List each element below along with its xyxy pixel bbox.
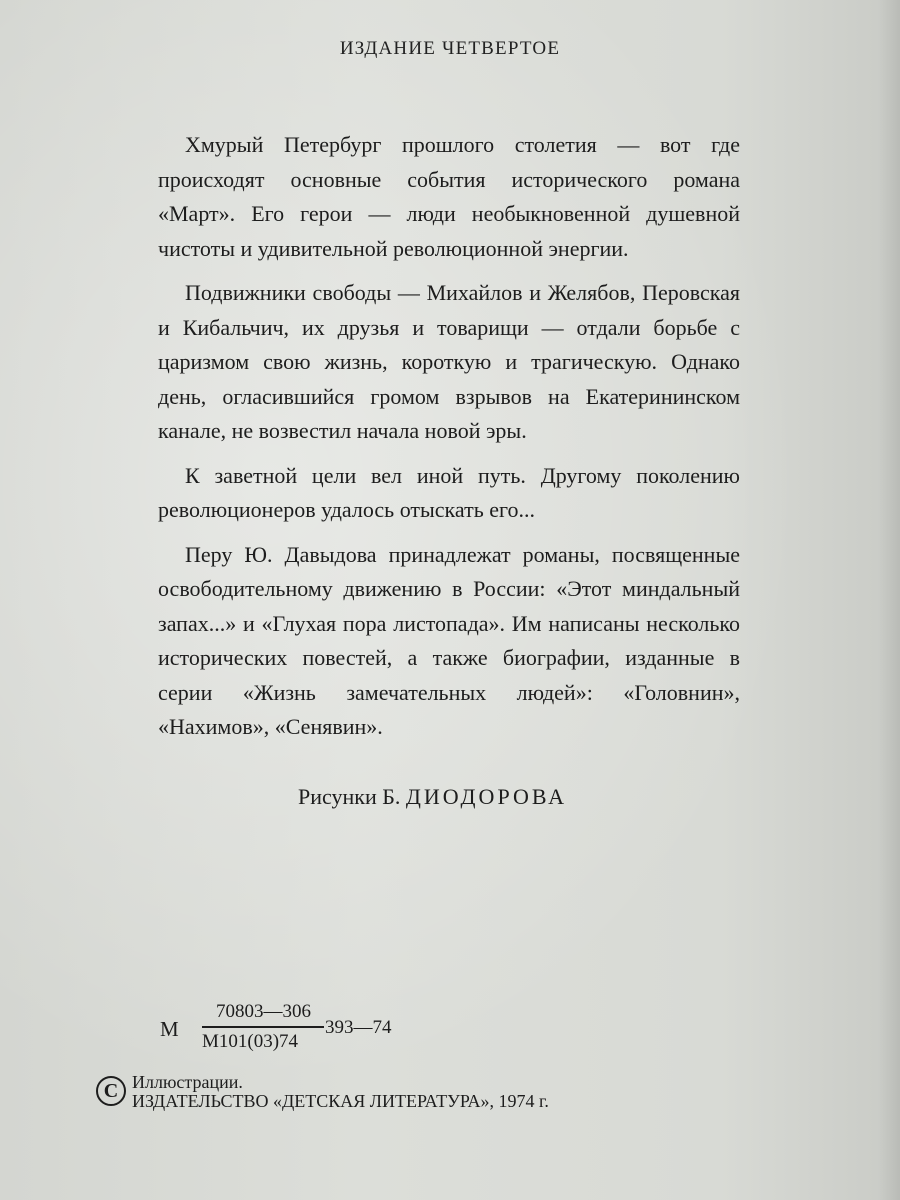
annotation-paragraph: К заветной цели вел иной путь. Другому поколению революционеров удалось отыскать его... [158,462,740,522]
copyright-icon: C [96,1076,126,1106]
copyright-line-illustrations: Иллюстрации. [132,1072,243,1092]
illustrator-credit [298,784,567,810]
annotation-text [158,128,740,755]
page-edge-shadow [878,0,900,1200]
catalog-code-fraction [202,1000,324,1054]
show-through-mark [150,898,750,924]
catalog-code-denominator: М101(03)74 [202,1031,299,1052]
catalog-code-letter: М [160,1017,179,1041]
edition-label: ИЗДАНИЕ ЧЕТВЕРТОЕ [339,38,561,59]
annotation-paragraph: Хмурый Петербург прошлого столетия — вот где происходят основные события исторического романа «Март». Его герои — люди необыкновенной душевной чистоты и удивительной революционной энергии. [158,132,740,261]
catalog-code [160,1000,560,1060]
catalog-code-numerator: 70803—306 [216,1001,311,1022]
copyright-line-publisher: ИЗДАТЕЛЬСТВО «ДЕТСКАЯ ЛИТЕРАТУРА», 1974 г. [132,1091,549,1111]
illustrator-prefix: Рисунки Б. [298,784,401,809]
catalog-code-suffix: 393—74 [325,1017,392,1038]
fraction-bar [202,1026,324,1028]
annotation-paragraph: Перу Ю. Давыдова принадлежат романы, посвященные освободительному движению в России: «Этот миндальный запах...» и «Глухая пора листопада». Им написаны несколько исторических повестей, а также биографии, изданные в серии «Жизнь замечательных людей»: «Головнин», «Нахимов», «Сенявин». [158,541,740,739]
annotation-paragraph: Подвижники свободы — Михайлов и Желябов, Перовская и Кибальчич, их друзья и товарищи — отдали борьбе с царизмом свою жизнь, короткую и трагическую. Однако день, огласившийся громом взрывов на Екатерининском канале, не возвестил начала новой эры. [158,280,740,443]
illustrator-name: ДИОДОРОВА [405,784,568,809]
